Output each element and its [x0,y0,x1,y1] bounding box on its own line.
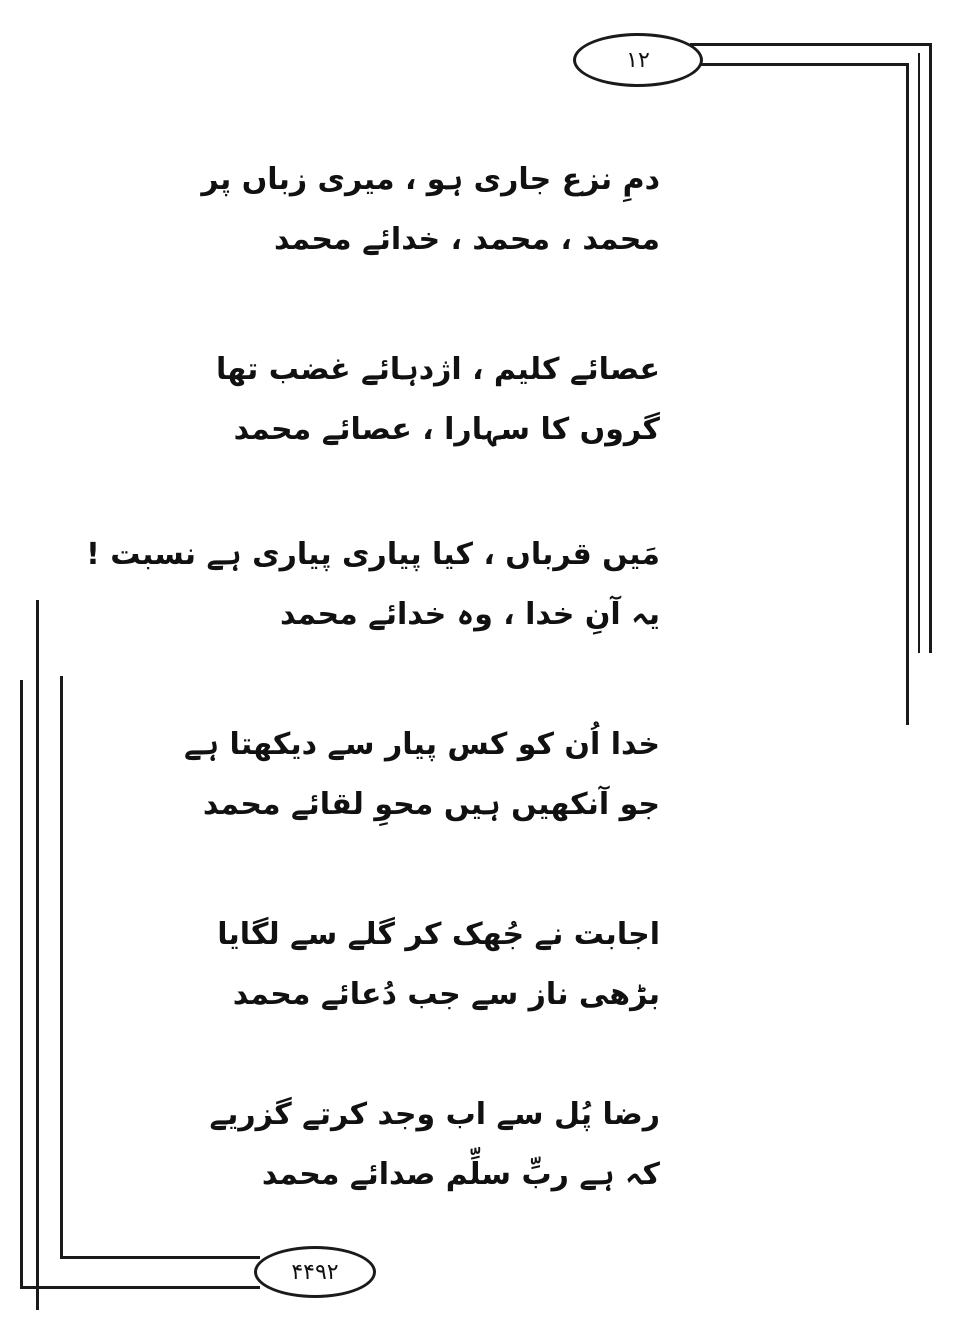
verse-line: گروں کا سہارا ، عصائے محمد [233,412,660,447]
verse-line: یہ آنِ خدا ، وہ خدائے محمد [280,597,660,632]
top-frame-outer-horizontal-rule [690,43,932,46]
verse-line: بڑھی ناز سے جب دُعائے محمد [232,977,660,1012]
verse-line: خدا اُن کو کس پیار سے دیکھتا ہے [183,727,660,762]
verse-line: جو آنکھیں ہیں محوِ لقائے محمد [202,787,660,822]
bottom-frame-inner-horizontal-rule [60,1256,260,1259]
footer-number: ۴۴۹۲ [291,1259,339,1285]
page-number-oval [573,33,703,87]
bottom-frame-outer-vertical-rule [36,600,39,1310]
stanza [183,715,660,835]
top-frame-outer-vertical-rule [929,43,932,653]
verse-line: اجابت نے جُھک کر گلے سے لگایا [217,917,660,952]
verse-line: دمِ نزع جاری ہو ، میری زباں پر [201,162,660,197]
stanza [215,340,660,460]
footer-number-oval [254,1246,376,1298]
verse-line: مَیں قرباں ، کیا پیاری پیاری ہے نسبت ! [86,537,660,572]
bottom-frame-outer-horizontal-rule [20,1286,260,1289]
verse-line: رضا پُل سے اب وجد کرتے گزریے [209,1097,660,1132]
stanza [209,1085,660,1205]
verse-line: عصائے کلیم ، اژدہائے غضب تھا [215,352,660,387]
top-frame-middle-vertical-rule [918,53,920,653]
bottom-frame-middle-vertical-rule [20,680,23,1288]
stanza [86,525,660,645]
top-frame-inner-vertical-rule [906,63,909,725]
bottom-frame-inner-vertical-rule [60,676,63,1258]
stanza [201,150,660,270]
verse-line: محمد ، محمد ، خدائے محمد [273,222,660,257]
stanza [217,905,660,1025]
verse-line: کہ ہے ربِّ سلِّم صدائے محمد [261,1157,660,1192]
page-number: ۱۲ [626,47,650,73]
top-frame-inner-horizontal-rule [690,63,908,66]
